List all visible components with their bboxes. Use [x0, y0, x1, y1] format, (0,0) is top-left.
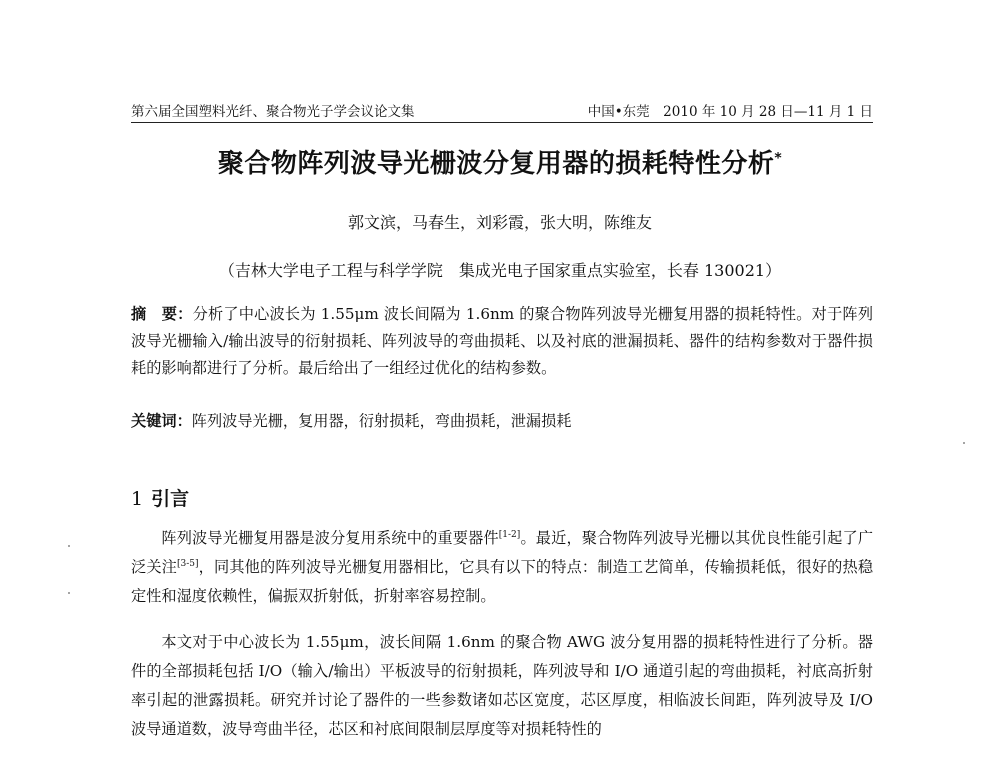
- affiliation: （吉林大学电子工程与科学学院 集成光电子国家重点实验室，长春 130021）: [218, 261, 782, 280]
- scan-speck: [68, 545, 70, 547]
- keywords-label: 关键词：: [131, 412, 192, 430]
- running-header: [131, 100, 873, 120]
- paragraph-1-text-b: 。最近，聚合物阵列波导光栅以其优良性能引起了广泛关注: [131, 529, 874, 576]
- keywords: [131, 408, 873, 435]
- citation-1: [1-2]: [498, 529, 521, 540]
- paragraph-1: [131, 524, 873, 611]
- author-list: 郭文滨，马春生，刘彩霞，张大明，陈维友: [347, 213, 652, 232]
- paper-title: [0, 143, 1000, 180]
- paragraph-1-text-c: ，同其他的阵列波导光栅复用器相比，它具有以下的特点：制造工艺简单，传输损耗低，很好的热稳定性和湿度依赖性，偏振双折射低，折射率容易控制。: [131, 558, 874, 605]
- header-rule: [131, 122, 873, 123]
- paragraph-2: 本文对于中心波长为 1.55μm，波长间隔 1.6nm 的聚合物 AWG 波分复用器的损耗特性进行了分析。器件的全部损耗包括 I/O（输入/输出）平板波导的衍射损耗，阵列波导和 I/O 通道引起的弯曲损耗，衬底高折射率引起的泄露损耗。研究并讨论了器件的一些参数诸如芯区宽度，芯区厚度，相临波长间距，阵列波导及 I/O 波导通道数，波导弯曲半径，芯区和衬底间限制层厚度等对损耗特性的: [131, 633, 873, 738]
- abstract: [131, 301, 873, 382]
- abstract-text: 分析了中心波长为 1.55μm 波长间隔为 1.6nm 的聚合物阵列波导光栅复用器的损耗特性。对于阵列波导光栅输入/输出波导的衍射损耗、阵列波导的弯曲损耗、以及衬底的泄漏损耗、器件的结构参数对于器件损耗的影响都进行了分析。最后给出了一组经过优化的结构参数。: [131, 305, 874, 377]
- paragraph-1-text-a: 阵列波导光栅复用器是波分复用系统中的重要器件: [161, 529, 499, 547]
- conference-name: 第六届全国塑料光纤、聚合物光子学会议论文集: [131, 104, 415, 120]
- keywords-text: 阵列波导光栅，复用器，衍射损耗，弯曲损耗，泄漏损耗: [191, 412, 572, 430]
- abstract-label: 摘 要：: [131, 305, 193, 323]
- section-title: 引言: [151, 488, 190, 510]
- section-heading: [131, 484, 189, 511]
- title-footnote-mark: *: [774, 150, 783, 167]
- section-number: 1: [131, 488, 144, 510]
- scan-speck: [963, 442, 965, 444]
- title-text: 聚合物阵列波导光栅波分复用器的损耗特性分析: [217, 149, 775, 179]
- citation-2: [3-5]: [177, 558, 199, 569]
- location-date: 中国•东莞 2010 年 10 月 28 日—11 月 1 日: [587, 104, 873, 120]
- scan-speck: [68, 592, 70, 594]
